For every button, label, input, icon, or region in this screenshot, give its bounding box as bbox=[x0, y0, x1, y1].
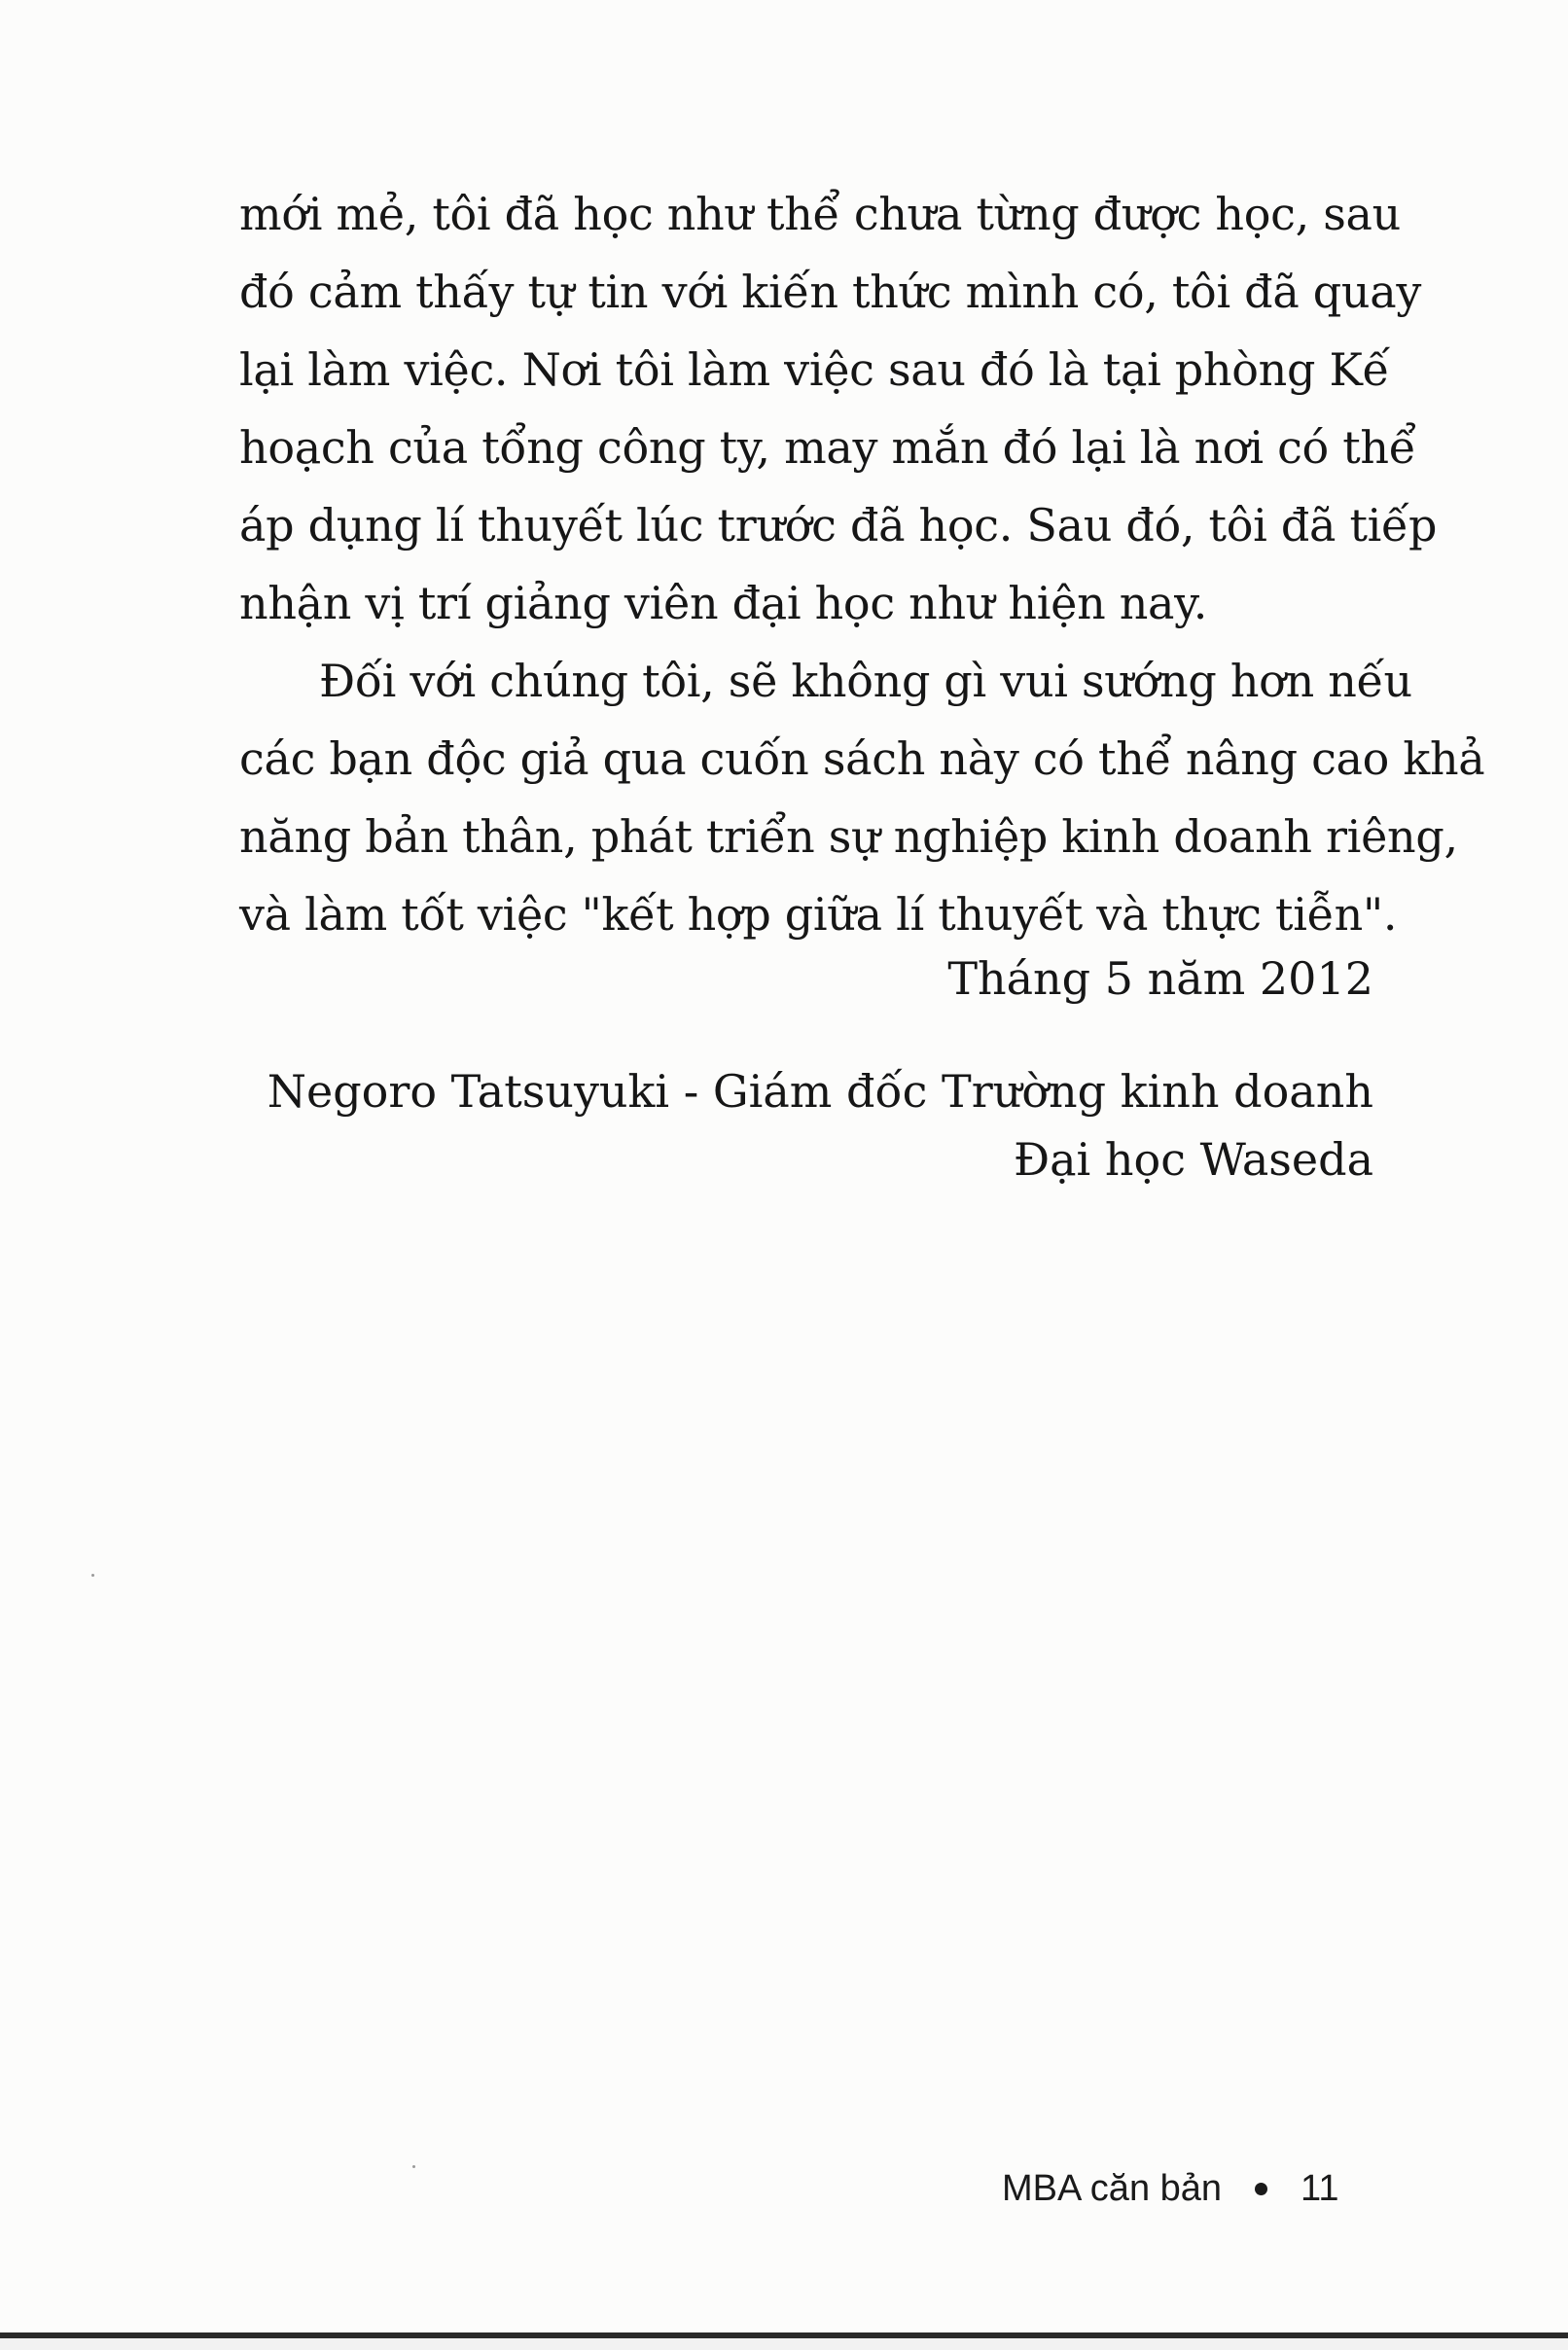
text-line: áp dụng lí thuyết lúc trước đã học. Sau đó, tôi đã tiếp bbox=[239, 499, 1438, 552]
text-line: Đối với chúng tôi, sẽ không gì vui sướng hơn nếu bbox=[319, 655, 1412, 707]
text-line: đó cảm thấy tự tin với kiến thức mình có, tôi đã quay bbox=[239, 266, 1422, 318]
paragraph-continued bbox=[239, 175, 1438, 642]
text-line: lại làm việc. Nơi tôi làm việc sau đó là tại phòng Kế bbox=[239, 343, 1390, 396]
running-title: MBA căn bản bbox=[1002, 2168, 1223, 2209]
text-line: các bạn độc giả qua cuốn sách này có thể nâng cao khả bbox=[239, 732, 1485, 785]
page-number: 11 bbox=[1301, 2168, 1339, 2209]
text-line: năng bản thân, phát triển sự nghiệp kinh doanh riêng, bbox=[239, 810, 1458, 863]
paragraph-closing bbox=[239, 642, 1485, 953]
page-margin-strip bbox=[0, 2338, 1568, 2350]
signature-affiliation: Đại học Waseda bbox=[1014, 1133, 1373, 1186]
text-line: mới mẻ, tôi đã học như thể chưa từng được học, sau bbox=[239, 188, 1401, 240]
signature-date: Tháng 5 năm 2012 bbox=[947, 952, 1373, 1005]
scan-speck bbox=[91, 1574, 94, 1577]
text-line: hoạch của tổng công ty, may mắn đó lại là nơi có thể bbox=[239, 421, 1416, 474]
bullet-separator-icon bbox=[1255, 2183, 1267, 2195]
page-footer bbox=[1002, 2164, 1339, 2213]
signature-author: Negoro Tatsuyuki - Giám đốc Trường kinh doanh bbox=[267, 1065, 1373, 1118]
page-body bbox=[239, 175, 1485, 953]
scan-speck bbox=[412, 2165, 415, 2168]
text-line: và làm tốt việc "kết hợp giữa lí thuyết và thực tiễn". bbox=[239, 888, 1398, 941]
text-line: nhận vị trí giảng viên đại học như hiện nay. bbox=[239, 577, 1208, 629]
